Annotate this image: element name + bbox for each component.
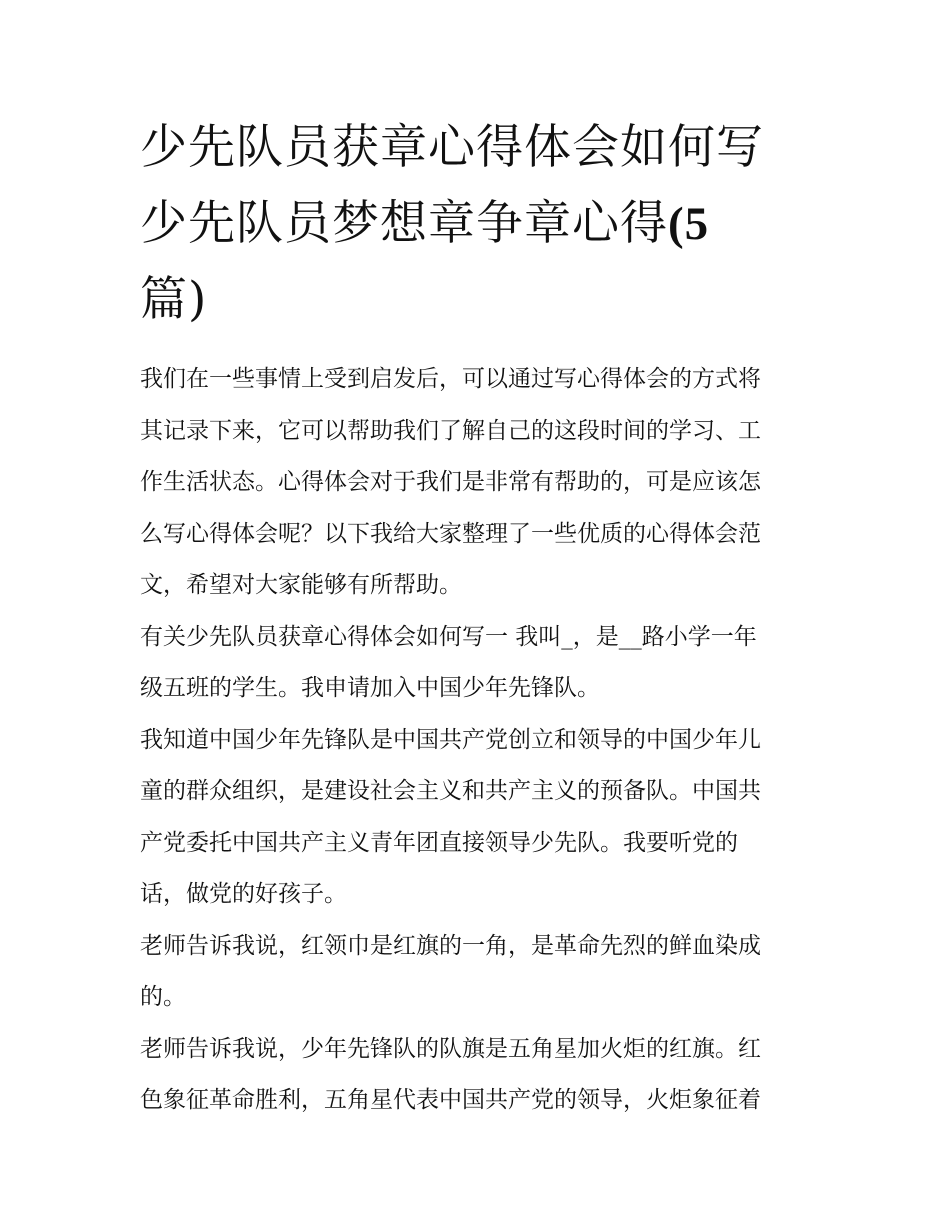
title-line: 少先队员获章心得体会如何写 [140,120,764,175]
title-line-text: 少先队员梦想章争章心得 [140,196,668,251]
paragraph-organization [140,715,812,921]
text-line: 老师告诉我说，红领巾是红旗的一角，是革命先烈的鲜血染成 [140,932,761,959]
paragraph-red-scarf [140,921,812,1024]
text-line: 作生活状态。心得体会对于我们是非常有帮助的，可是应该怎 [140,469,761,495]
text-line: 色象征革命胜利，五角星代表中国共产党的领导，火炬象征着 [140,1087,761,1113]
text-line: 我知道中国少年先锋队是中国共产党创立和领导的中国少年儿 [140,726,761,753]
text-line: 其记录下来，它可以帮助我们了解自己的这段时间的学习、工 [140,417,761,444]
title-line [140,186,810,262]
paragraph-team-flag [140,1024,812,1127]
text-line: 级五班的学生。我申请加入中国少年先锋队。 [140,675,600,701]
text-line: 产党委托中国共产主义青年团直接领导少先队。我要听党的 [140,829,738,856]
text-line: 的。 [140,984,186,1010]
title-line: 篇) [140,272,208,327]
document-title [140,110,810,338]
text-line: 么写心得体会呢？以下我给大家整理了一些优质的心得体会范 [140,520,761,547]
document-body [140,354,812,1127]
text-line: 童的群众组织，是建设社会主义和共产主义的预备队。中国共 [140,778,761,804]
text-line: 有关少先队员获章心得体会如何写一 我叫_，是__路小学一年 [140,623,757,650]
text-line: 老师告诉我说，少年先锋队的队旗是五角星加火炬的红旗。红 [140,1035,761,1062]
paragraph-intro [140,354,812,612]
paragraph-application [140,612,812,715]
text-line: 我们在一些事情上受到启发后，可以通过写心得体会的方式将 [140,366,761,392]
text-line: 文，希望对大家能够有所帮助。 [140,572,462,598]
title-line-number: (5 [668,198,710,250]
text-line: 话，做党的好孩子。 [140,881,347,907]
